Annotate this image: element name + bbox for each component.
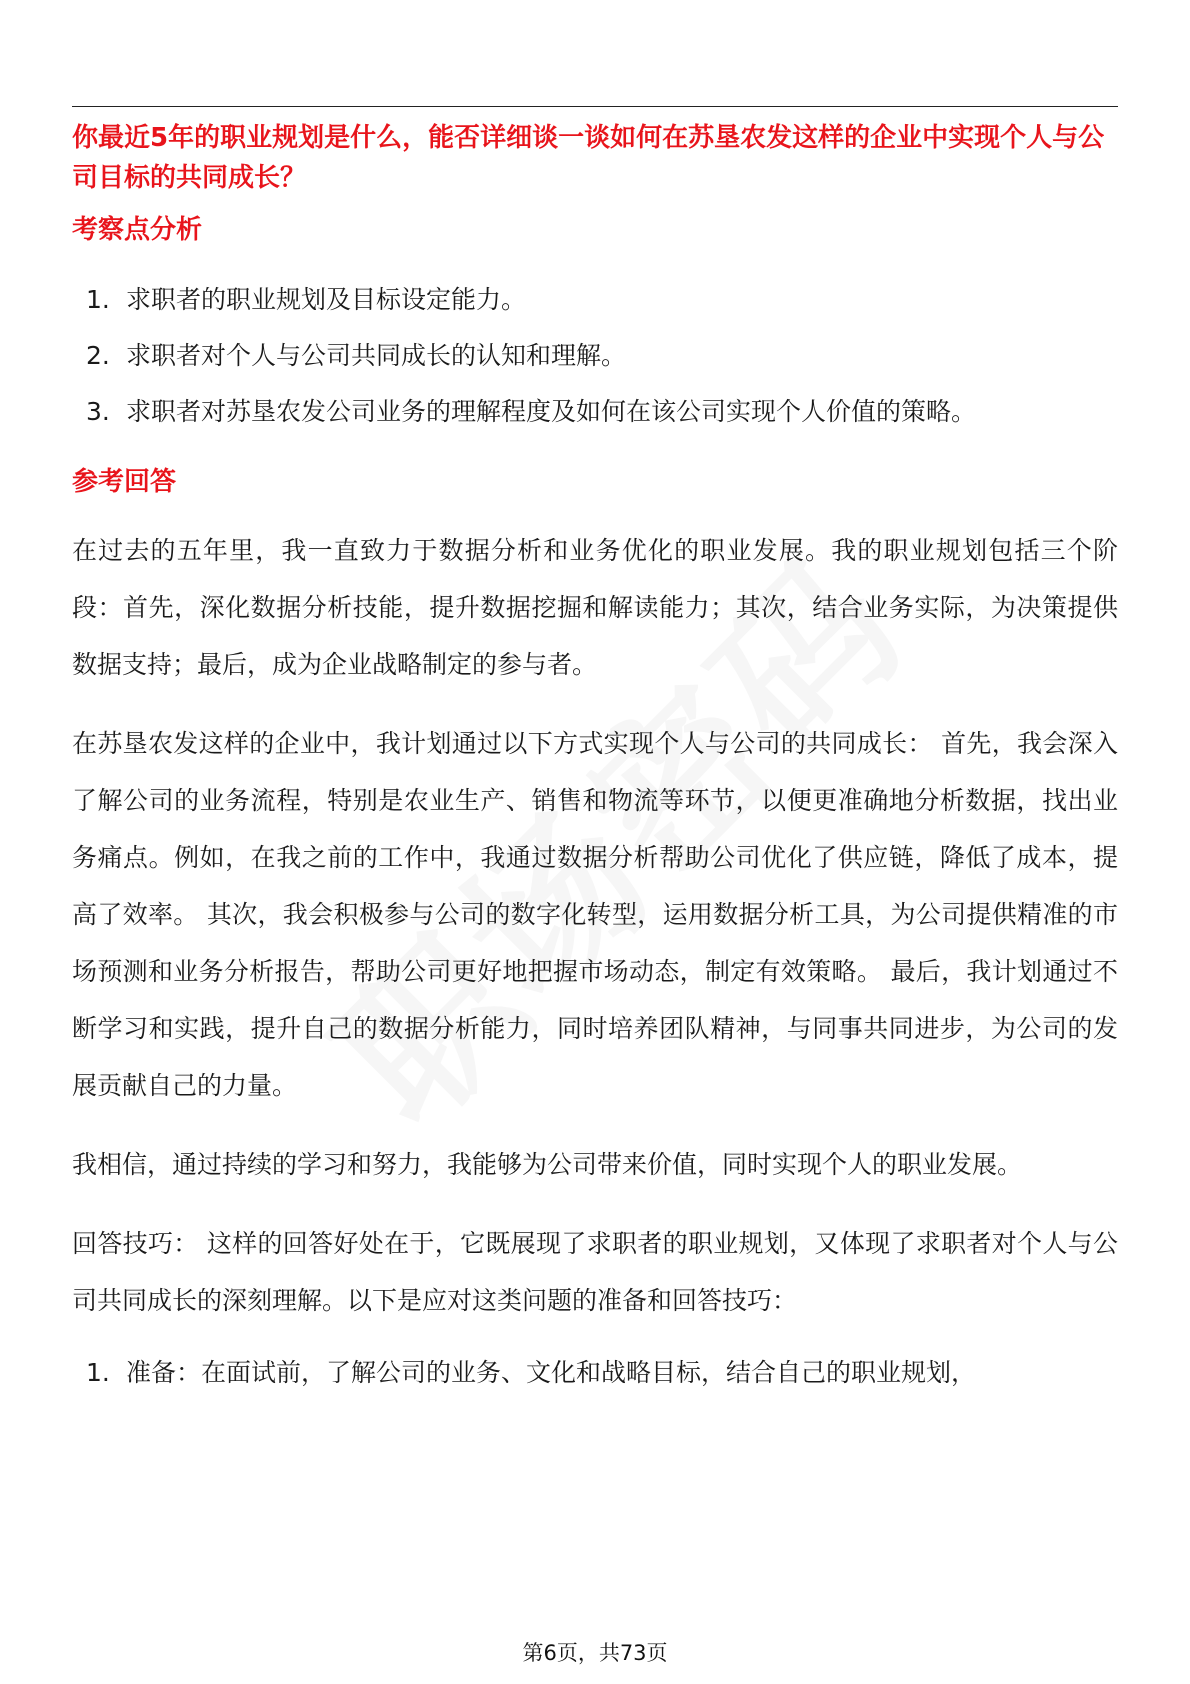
answer-paragraph: 在过去的五年里，我一直致力于数据分析和业务优化的职业发展。我的职业规划包括三个阶段：首先，深化数据分析技能，提升数据挖掘和解读能力；其次，结合业务实际，为决策提供数据支持；最后，成为企业战略制定的参与者。 [72, 536, 1118, 679]
question-title: 你最近5年的职业规划是什么，能否详细谈一谈如何在苏垦农发这样的企业中实现个人与公司目标的共同成长？ [72, 123, 1105, 193]
answer-paragraph: 在苏垦农发这样的企业中，我计划通过以下方式实现个人与公司的共同成长： 首先，我会深入了解公司的业务流程，特别是农业生产、销售和物流等环节，以便更准确地分析数据，找出业务痛点。例如，在我之前的工作中，我通过数据分析帮助公司优化了供应链，降低了成本，提高了效率。 其次，我会积极参与公司的数字化转型，运用数据分析工具，为公司提供精准的市场预测和业务分析报告，帮助公司更好地把握市场动态，制定有效策略。 最后，我计划通过不断学习和实践，提升自己的数据分析能力，同时培养团队精神，与同事共同进步，为公司的发展贡献自己的力量。 [72, 729, 1118, 1100]
analysis-heading: 考察点分析 [72, 215, 203, 245]
list-number: 2. [86, 341, 110, 370]
list-number: 1. [86, 285, 110, 314]
answer-paragraph: 回答技巧： 这样的回答好处在于，它既展现了求职者的职业规划，又体现了求职者对个人与公司共同成长的深刻理解。以下是应对这类问题的准备和回答技巧： [72, 1229, 1118, 1315]
list-text: 求职者对个人与公司共同成长的认知和理解。 [126, 341, 627, 370]
tips-list [72, 1353, 1118, 1393]
list-item [72, 280, 1118, 320]
list-item [72, 1353, 1118, 1393]
list-text: 求职者对苏垦农发公司业务的理解程度及如何在该公司实现个人价值的策略。 [126, 397, 977, 426]
list-text: 准备：在面试前，了解公司的业务、文化和战略目标，结合自己的职业规划， [126, 1358, 977, 1387]
answer-heading: 参考回答 [72, 467, 177, 497]
list-text: 求职者的职业规划及目标设定能力。 [126, 285, 527, 314]
list-number: 3. [86, 397, 110, 426]
page-footer: 第6页，共73页 [522, 1641, 668, 1665]
list-item [72, 392, 1118, 432]
analysis-list [72, 280, 1118, 432]
content [72, 118, 1118, 1393]
top-rule [72, 106, 1118, 107]
answer-paragraph: 我相信，通过持续的学习和努力，我能够为公司带来价值，同时实现个人的职业发展。 [72, 1150, 1023, 1179]
list-item [72, 336, 1118, 376]
list-number: 1. [86, 1358, 110, 1387]
